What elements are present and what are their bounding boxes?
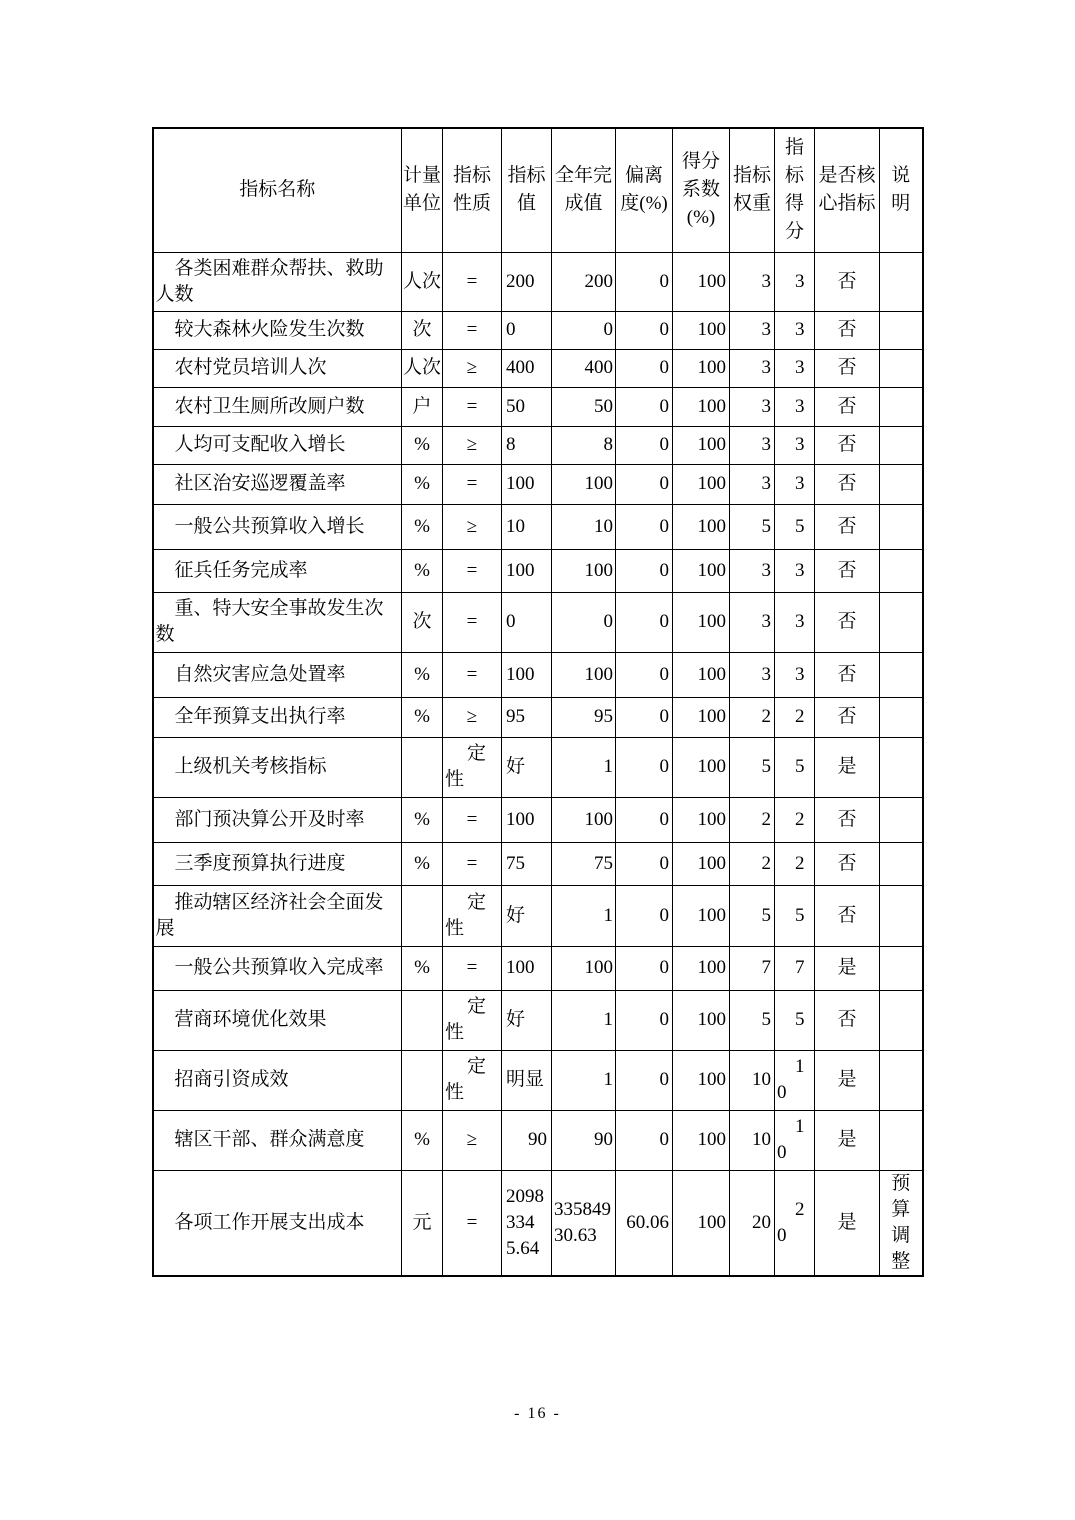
weight-cell: 20	[730, 1170, 775, 1276]
score-coefficient-cell: 100	[673, 990, 730, 1050]
target-value-cell: 好	[502, 737, 552, 797]
table-row	[153, 946, 923, 990]
deviation-cell: 0	[616, 464, 673, 504]
note-cell	[880, 252, 923, 311]
completed-value-cell: 75	[552, 842, 616, 885]
score-coefficient-cell: 100	[673, 1050, 730, 1110]
unit-cell	[402, 885, 443, 946]
score-coefficient-cell: 100	[673, 737, 730, 797]
unit-cell	[402, 737, 443, 797]
core-indicator-cell: 是	[815, 1110, 880, 1170]
table-row	[153, 1110, 923, 1170]
completed-value-cell: 1	[552, 1050, 616, 1110]
weight-cell: 5	[730, 504, 775, 549]
deviation-cell: 0	[616, 652, 673, 697]
deviation-cell: 0	[616, 252, 673, 311]
weight-cell: 5	[730, 885, 775, 946]
indicator-name-cell: 重、特大安全事故发生次数	[153, 592, 402, 652]
indicator-name-cell: 三季度预算执行进度	[153, 842, 402, 885]
note-cell	[880, 885, 923, 946]
weight-cell: 3	[730, 549, 775, 592]
table-row	[153, 1050, 923, 1110]
score-cell: 10	[775, 1110, 815, 1170]
unit-cell: %	[402, 426, 443, 464]
completed-value-cell: 1	[552, 990, 616, 1050]
score-cell: 3	[775, 349, 815, 387]
target-value-cell: 好	[502, 990, 552, 1050]
nature-cell: ≥	[443, 697, 502, 737]
core-indicator-cell: 否	[815, 592, 880, 652]
col-header-score: 指标得分	[775, 128, 815, 252]
score-coefficient-cell: 100	[673, 349, 730, 387]
target-value-cell: 明显	[502, 1050, 552, 1110]
completed-value-cell: 100	[552, 946, 616, 990]
unit-cell: 次	[402, 311, 443, 349]
completed-value-cell: 0	[552, 592, 616, 652]
deviation-cell: 0	[616, 349, 673, 387]
deviation-cell: 0	[616, 697, 673, 737]
table-row	[153, 349, 923, 387]
indicator-name-cell: 全年预算支出执行率	[153, 697, 402, 737]
note-cell: 预算调整	[880, 1170, 923, 1276]
deviation-cell: 0	[616, 1050, 673, 1110]
score-coefficient-cell: 100	[673, 464, 730, 504]
deviation-cell: 0	[616, 549, 673, 592]
score-cell: 5	[775, 885, 815, 946]
unit-cell: 人次	[402, 349, 443, 387]
completed-value-cell: 100	[552, 464, 616, 504]
indicator-name-cell: 各项工作开展支出成本	[153, 1170, 402, 1276]
deviation-cell: 0	[616, 387, 673, 426]
col-header-indicator-name: 指标名称	[153, 128, 402, 252]
table-row	[153, 885, 923, 946]
core-indicator-cell: 否	[815, 252, 880, 311]
unit-cell: %	[402, 549, 443, 592]
nature-cell: 定性	[443, 885, 502, 946]
deviation-cell: 60.06	[616, 1170, 673, 1276]
table-row	[153, 797, 923, 842]
completed-value-cell: 100	[552, 652, 616, 697]
score-cell: 5	[775, 990, 815, 1050]
deviation-cell: 0	[616, 885, 673, 946]
nature-cell: ≥	[443, 349, 502, 387]
target-value-cell: 100	[502, 652, 552, 697]
table-row	[153, 426, 923, 464]
score-cell: 2	[775, 697, 815, 737]
note-cell	[880, 426, 923, 464]
completed-value-cell: 33584930.63	[552, 1170, 616, 1276]
table-row	[153, 387, 923, 426]
unit-cell: 户	[402, 387, 443, 426]
unit-cell: 人次	[402, 252, 443, 311]
indicator-name-cell: 一般公共预算收入完成率	[153, 946, 402, 990]
note-cell	[880, 464, 923, 504]
deviation-cell: 0	[616, 842, 673, 885]
table-row	[153, 737, 923, 797]
indicator-name-cell: 征兵任务完成率	[153, 549, 402, 592]
score-cell: 3	[775, 311, 815, 349]
header-row	[153, 128, 923, 252]
unit-cell: %	[402, 842, 443, 885]
core-indicator-cell: 是	[815, 1050, 880, 1110]
score-cell: 3	[775, 592, 815, 652]
note-cell	[880, 549, 923, 592]
unit-cell: 次	[402, 592, 443, 652]
note-cell	[880, 990, 923, 1050]
target-value-cell: 0	[502, 311, 552, 349]
indicator-name-cell: 人均可支配收入增长	[153, 426, 402, 464]
table-row	[153, 1170, 923, 1276]
note-cell	[880, 1050, 923, 1110]
target-value-cell: 100	[502, 797, 552, 842]
indicator-name-cell: 辖区干部、群众满意度	[153, 1110, 402, 1170]
target-value-cell: 100	[502, 946, 552, 990]
score-coefficient-cell: 100	[673, 252, 730, 311]
page-number: - 16 -	[514, 1405, 561, 1422]
nature-cell: 定性	[443, 990, 502, 1050]
table-body	[153, 252, 923, 1276]
table-row	[153, 252, 923, 311]
nature-cell: =	[443, 592, 502, 652]
indicator-name-cell: 社区治安巡逻覆盖率	[153, 464, 402, 504]
score-cell: 3	[775, 464, 815, 504]
performance-indicator-table	[152, 127, 924, 1277]
indicator-name-cell: 营商环境优化效果	[153, 990, 402, 1050]
core-indicator-cell: 否	[815, 311, 880, 349]
core-indicator-cell: 否	[815, 349, 880, 387]
note-cell	[880, 842, 923, 885]
completed-value-cell: 50	[552, 387, 616, 426]
score-cell: 2	[775, 797, 815, 842]
core-indicator-cell: 否	[815, 504, 880, 549]
completed-value-cell: 90	[552, 1110, 616, 1170]
table-row	[153, 697, 923, 737]
weight-cell: 3	[730, 464, 775, 504]
score-coefficient-cell: 100	[673, 885, 730, 946]
indicator-name-cell: 农村党员培训人次	[153, 349, 402, 387]
table-row	[153, 311, 923, 349]
core-indicator-cell: 否	[815, 549, 880, 592]
deviation-cell: 0	[616, 737, 673, 797]
nature-cell: =	[443, 387, 502, 426]
nature-cell: =	[443, 252, 502, 311]
unit-cell: %	[402, 652, 443, 697]
core-indicator-cell: 否	[815, 797, 880, 842]
weight-cell: 3	[730, 592, 775, 652]
nature-cell: =	[443, 797, 502, 842]
indicator-name-cell: 招商引资成效	[153, 1050, 402, 1110]
note-cell	[880, 349, 923, 387]
score-coefficient-cell: 100	[673, 387, 730, 426]
unit-cell: %	[402, 1110, 443, 1170]
unit-cell	[402, 1050, 443, 1110]
score-cell: 20	[775, 1170, 815, 1276]
target-value-cell: 10	[502, 504, 552, 549]
col-header-completed-value: 全年完成值	[552, 128, 616, 252]
unit-cell: %	[402, 504, 443, 549]
score-cell: 3	[775, 387, 815, 426]
table-row	[153, 549, 923, 592]
note-cell	[880, 1110, 923, 1170]
score-cell: 3	[775, 652, 815, 697]
col-header-score-coefficient: 得分系数(%)	[673, 128, 730, 252]
deviation-cell: 0	[616, 990, 673, 1050]
col-header-deviation: 偏离度(%)	[616, 128, 673, 252]
note-cell	[880, 697, 923, 737]
score-coefficient-cell: 100	[673, 1170, 730, 1276]
completed-value-cell: 10	[552, 504, 616, 549]
weight-cell: 2	[730, 797, 775, 842]
completed-value-cell: 95	[552, 697, 616, 737]
deviation-cell: 0	[616, 1110, 673, 1170]
core-indicator-cell: 否	[815, 464, 880, 504]
core-indicator-cell: 是	[815, 737, 880, 797]
col-header-note: 说明	[880, 128, 923, 252]
score-coefficient-cell: 100	[673, 549, 730, 592]
weight-cell: 10	[730, 1050, 775, 1110]
target-value-cell: 90	[502, 1110, 552, 1170]
score-coefficient-cell: 100	[673, 652, 730, 697]
target-value-cell: 20983345.64	[502, 1170, 552, 1276]
nature-cell: =	[443, 652, 502, 697]
core-indicator-cell: 否	[815, 697, 880, 737]
nature-cell: =	[443, 311, 502, 349]
indicator-name-cell: 各类困难群众帮扶、救助人数	[153, 252, 402, 311]
score-coefficient-cell: 100	[673, 504, 730, 549]
indicator-name-cell: 农村卫生厕所改厕户数	[153, 387, 402, 426]
score-coefficient-cell: 100	[673, 1110, 730, 1170]
note-cell	[880, 504, 923, 549]
weight-cell: 2	[730, 842, 775, 885]
indicator-name-cell: 较大森林火险发生次数	[153, 311, 402, 349]
target-value-cell: 100	[502, 464, 552, 504]
target-value-cell: 200	[502, 252, 552, 311]
deviation-cell: 0	[616, 592, 673, 652]
note-cell	[880, 946, 923, 990]
nature-cell: ≥	[443, 1110, 502, 1170]
weight-cell: 5	[730, 737, 775, 797]
core-indicator-cell: 是	[815, 946, 880, 990]
deviation-cell: 0	[616, 797, 673, 842]
col-header-weight: 指标权重	[730, 128, 775, 252]
score-coefficient-cell: 100	[673, 311, 730, 349]
score-coefficient-cell: 100	[673, 797, 730, 842]
weight-cell: 5	[730, 990, 775, 1050]
score-cell: 3	[775, 252, 815, 311]
indicator-name-cell: 自然灾害应急处置率	[153, 652, 402, 697]
note-cell	[880, 652, 923, 697]
completed-value-cell: 8	[552, 426, 616, 464]
deviation-cell: 0	[616, 426, 673, 464]
target-value-cell: 100	[502, 549, 552, 592]
completed-value-cell: 1	[552, 737, 616, 797]
weight-cell: 2	[730, 697, 775, 737]
table-row	[153, 652, 923, 697]
indicator-name-cell: 上级机关考核指标	[153, 737, 402, 797]
target-value-cell: 400	[502, 349, 552, 387]
target-value-cell: 95	[502, 697, 552, 737]
weight-cell: 7	[730, 946, 775, 990]
completed-value-cell: 1	[552, 885, 616, 946]
score-cell: 5	[775, 504, 815, 549]
nature-cell: =	[443, 464, 502, 504]
deviation-cell: 0	[616, 946, 673, 990]
core-indicator-cell: 是	[815, 1170, 880, 1276]
nature-cell: ≥	[443, 426, 502, 464]
target-value-cell: 50	[502, 387, 552, 426]
core-indicator-cell: 否	[815, 652, 880, 697]
score-cell: 7	[775, 946, 815, 990]
indicator-name-cell: 一般公共预算收入增长	[153, 504, 402, 549]
target-value-cell: 75	[502, 842, 552, 885]
score-coefficient-cell: 100	[673, 946, 730, 990]
nature-cell: 定性	[443, 737, 502, 797]
score-cell: 3	[775, 426, 815, 464]
indicator-name-cell: 部门预决算公开及时率	[153, 797, 402, 842]
core-indicator-cell: 否	[815, 387, 880, 426]
completed-value-cell: 100	[552, 797, 616, 842]
nature-cell: =	[443, 946, 502, 990]
weight-cell: 3	[730, 252, 775, 311]
unit-cell	[402, 990, 443, 1050]
score-coefficient-cell: 100	[673, 697, 730, 737]
nature-cell: 定性	[443, 1050, 502, 1110]
unit-cell: %	[402, 797, 443, 842]
unit-cell: %	[402, 946, 443, 990]
unit-cell: %	[402, 697, 443, 737]
deviation-cell: 0	[616, 504, 673, 549]
col-header-unit: 计量单位	[402, 128, 443, 252]
target-value-cell: 8	[502, 426, 552, 464]
completed-value-cell: 100	[552, 549, 616, 592]
note-cell	[880, 737, 923, 797]
note-cell	[880, 387, 923, 426]
col-header-core-indicator: 是否核心指标	[815, 128, 880, 252]
core-indicator-cell: 否	[815, 842, 880, 885]
core-indicator-cell: 否	[815, 990, 880, 1050]
score-coefficient-cell: 100	[673, 592, 730, 652]
unit-cell: %	[402, 464, 443, 504]
score-cell: 3	[775, 549, 815, 592]
nature-cell: ≥	[443, 504, 502, 549]
weight-cell: 3	[730, 349, 775, 387]
table-row	[153, 842, 923, 885]
completed-value-cell: 400	[552, 349, 616, 387]
core-indicator-cell: 否	[815, 885, 880, 946]
nature-cell: =	[443, 549, 502, 592]
target-value-cell: 0	[502, 592, 552, 652]
score-cell: 5	[775, 737, 815, 797]
table-row	[153, 464, 923, 504]
note-cell	[880, 592, 923, 652]
nature-cell: =	[443, 842, 502, 885]
score-coefficient-cell: 100	[673, 426, 730, 464]
weight-cell: 3	[730, 311, 775, 349]
target-value-cell: 好	[502, 885, 552, 946]
note-cell	[880, 311, 923, 349]
score-coefficient-cell: 100	[673, 842, 730, 885]
indicator-name-cell: 推动辖区经济社会全面发展	[153, 885, 402, 946]
weight-cell: 3	[730, 426, 775, 464]
weight-cell: 3	[730, 652, 775, 697]
weight-cell: 10	[730, 1110, 775, 1170]
unit-cell: 元	[402, 1170, 443, 1276]
note-cell	[880, 797, 923, 842]
core-indicator-cell: 否	[815, 426, 880, 464]
score-cell: 2	[775, 842, 815, 885]
table-header	[153, 128, 923, 252]
completed-value-cell: 200	[552, 252, 616, 311]
completed-value-cell: 0	[552, 311, 616, 349]
col-header-nature: 指标性质	[443, 128, 502, 252]
table-row	[153, 592, 923, 652]
nature-cell: =	[443, 1170, 502, 1276]
score-cell: 10	[775, 1050, 815, 1110]
deviation-cell: 0	[616, 311, 673, 349]
table-row	[153, 990, 923, 1050]
col-header-target-value: 指标值	[502, 128, 552, 252]
weight-cell: 3	[730, 387, 775, 426]
table-row	[153, 504, 923, 549]
